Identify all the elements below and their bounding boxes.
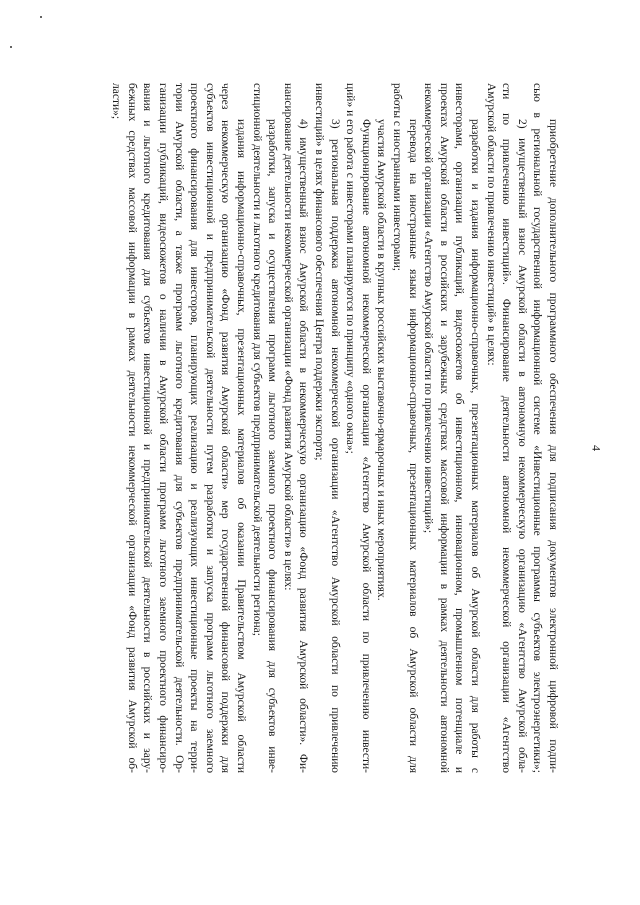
document-body bbox=[108, 83, 560, 773]
text-line: сти по привлечению инвестиций». Финансирование деятельности автономной некоммерческой организации «Агентство bbox=[500, 83, 513, 773]
text-line: стиционной деятельности и льготного кредитования для субъектов предпринимательской деятельности региона; bbox=[250, 83, 263, 636]
text-line: вания и льготного кредитования для субъектов инвестиционной и предпринимательской деятельности в российских и зару- bbox=[141, 83, 154, 773]
text-line: ций» и его работа с инвесторами планируются по принципу «одного окна»; bbox=[344, 83, 357, 454]
text-line: издания информационно-справочных, презентационных материалов об оказании Правительством Амурской области bbox=[235, 119, 247, 773]
text-line: приобретение дополнительного программного обеспечения для подписания документов электронной цифровой подпи- bbox=[547, 119, 559, 773]
text-line: субъектов инвестиционной и предпринимательской деятельности путем разработки и запуска программ льготного заемного bbox=[203, 83, 216, 773]
text-line: разработки и издания информационно-справочных, презентационных материалов об Амурской области для работы с bbox=[469, 119, 481, 773]
scan-speck bbox=[40, 16, 42, 18]
text-line: инвесторами, организации публикаций, видеосюжетов об инвестиционном, инновационном, промышленном потенциале и bbox=[453, 83, 466, 773]
text-line: проектах Амурской области в российских и зарубежных средствах массовой информации в рамках деятельности автономной bbox=[437, 83, 450, 773]
text-line: некоммерческой организации «Агентство Амурской области по привлечению инвестиций»; bbox=[422, 83, 435, 534]
text-line: нансирование деятельности некоммерческой организации «Фонд развития Амурской области» в целях: bbox=[281, 83, 294, 591]
text-line: бежных средствах массовой информации в рамках деятельности некоммерческой организации «Фонд развития Амурской об- bbox=[125, 83, 138, 773]
text-line: ласти»; bbox=[110, 83, 123, 120]
text-line: через некоммерческую организацию «Фонд развития Амурской области» мер государственной финансовой поддержки для bbox=[219, 83, 232, 773]
text-line: сью в региональной государственной информационной системе «Инвестиционные программы субъектов электроэнергетики»; bbox=[531, 83, 544, 773]
text-line: инвестиций» в целях финансового обеспечения Центра поддержки экспорта; bbox=[313, 83, 325, 461]
scan-speck bbox=[10, 46, 12, 48]
text-line: Амурской области по привлечению инвестиций» в целях: bbox=[484, 83, 497, 366]
text-line: перевода на иностранные языки информационно-справочных, презентационных материалов об Амурской области для bbox=[406, 119, 419, 773]
page-number: 4 bbox=[589, 445, 604, 451]
text-line: тории Амурской области, а также программ льготного кредитования для субъектов предпринимательской деятельности. Ор- bbox=[172, 83, 185, 773]
text-line: работы с иностранными инвесторами; bbox=[391, 83, 403, 271]
text-line: разработки, запуска и осуществления программ льготного заемного проектного финансирования для субъектов инве- bbox=[266, 119, 279, 773]
text-line: Функционирование автономной некоммерческой организации «Агентство Амурской области по привлечению инвести- bbox=[359, 119, 372, 773]
text-line: 3) региональная поддержка автономной некоммерческой организации «Агентство Амурской области по привлечению bbox=[328, 119, 341, 773]
text-line: проектного финансирования для инвесторов, планирующих реализацию и реализующих инвестиционные проекты на терри- bbox=[188, 83, 201, 773]
text-line: участия Амурской области в крупных российских выставочно-ярмарочных и иных мероприятиях. bbox=[375, 119, 388, 601]
text-line: 4) имущественный взнос Амурской области в некоммерческую организацию «Фонд развития Амурской области». Фи- bbox=[297, 119, 310, 773]
text-line: 2) имущественный взнос Амурской области в автономную некоммерческую организацию «Агентство Амурской обла- bbox=[515, 119, 528, 773]
text-line: ганизации публикаций, видеосюжетов о наличии в Амурской области программ льготного заемного проектного финансиро- bbox=[157, 83, 169, 773]
